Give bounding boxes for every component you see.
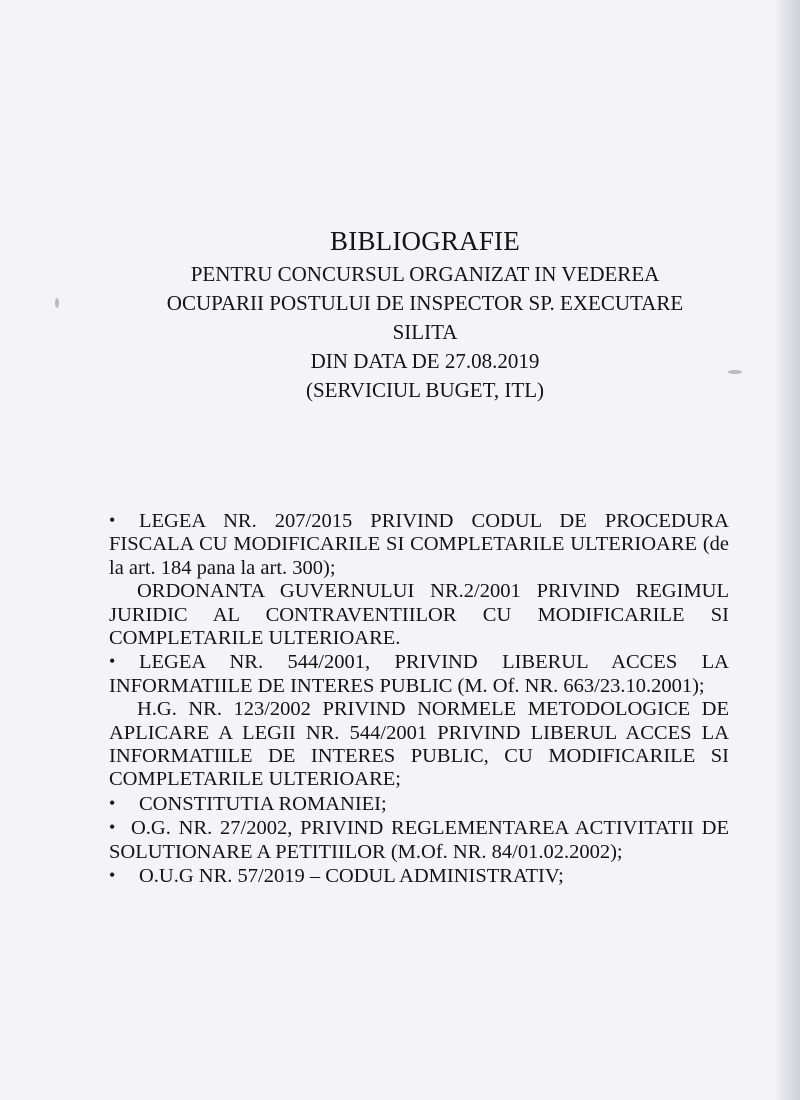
list-item-text: LEGEA NR. 207/2015 PRIVIND CODUL DE PROCEDURA FISCALA CU MODIFICARILE SI COMPLETARILE ULTERIOARE (de la art. 184 pana la art. 300);: [109, 510, 729, 579]
scan-speck: [55, 298, 59, 308]
list-item: [109, 816, 729, 864]
document-title: BIBLIOGRAFIE: [330, 226, 520, 256]
bullet-icon: •: [109, 510, 116, 530]
paper-edge-shadow: [776, 0, 800, 1100]
list-item-text: CONSTITUTIA ROMANIEI;: [139, 792, 387, 815]
bibliography-list: [109, 509, 729, 889]
header-line-1: PENTRU CONCURSUL ORGANIZAT IN VEDEREA: [190, 262, 660, 286]
bullet-icon: •: [109, 817, 116, 838]
header-line-3: SILITA: [392, 320, 458, 344]
list-item-text: O.U.G NR. 57/2019 – CODUL ADMINISTRATIV;: [139, 865, 564, 888]
bullet-icon: •: [109, 651, 116, 672]
header-line-2: OCUPARII POSTULUI DE INSPECTOR SP. EXECUTARE: [166, 291, 684, 315]
list-item-text: ORDONANTA GUVERNULUI NR.2/2001 PRIVIND REGIMUL JURIDIC AL CONTRAVENTIILOR CU MODIFICARILE SI COMPLETARILE ULTERIOARE.: [109, 580, 729, 650]
list-item: [109, 650, 729, 698]
list-item-text: O.G. NR. 27/2002, PRIVIND REGLEMENTAREA ACTIVITATII DE SOLUTIONARE A PETITIILOR (M.Of. NR. 84/01.02.2002);: [109, 817, 729, 863]
document-header: [110, 222, 740, 405]
header-date-line: DIN DATA DE 27.08.2019: [310, 349, 540, 373]
list-item: [109, 792, 729, 816]
list-item: [109, 698, 729, 792]
bullet-icon: •: [109, 865, 116, 886]
bullet-icon: •: [109, 792, 116, 813]
list-item-text: LEGEA NR. 544/2001, PRIVIND LIBERUL ACCES LA INFORMATIILE DE INTERES PUBLIC (M. Of. NR. 663/23.10.2001);: [109, 651, 729, 697]
list-item: [109, 580, 729, 650]
list-item: [109, 509, 729, 580]
list-item: [109, 864, 729, 888]
list-item-text: H.G. NR. 123/2002 PRIVIND NORMELE METODOLOGICE DE APLICARE A LEGII NR. 544/2001 PRIVIND LIBERUL ACCES LA INFORMATIILE DE INTERES PUBLIC, CU MODIFICARILE SI COMPLETARILE ULTERIOARE;: [109, 698, 729, 791]
header-department-line: (SERVICIUL BUGET, ITL): [305, 378, 545, 402]
